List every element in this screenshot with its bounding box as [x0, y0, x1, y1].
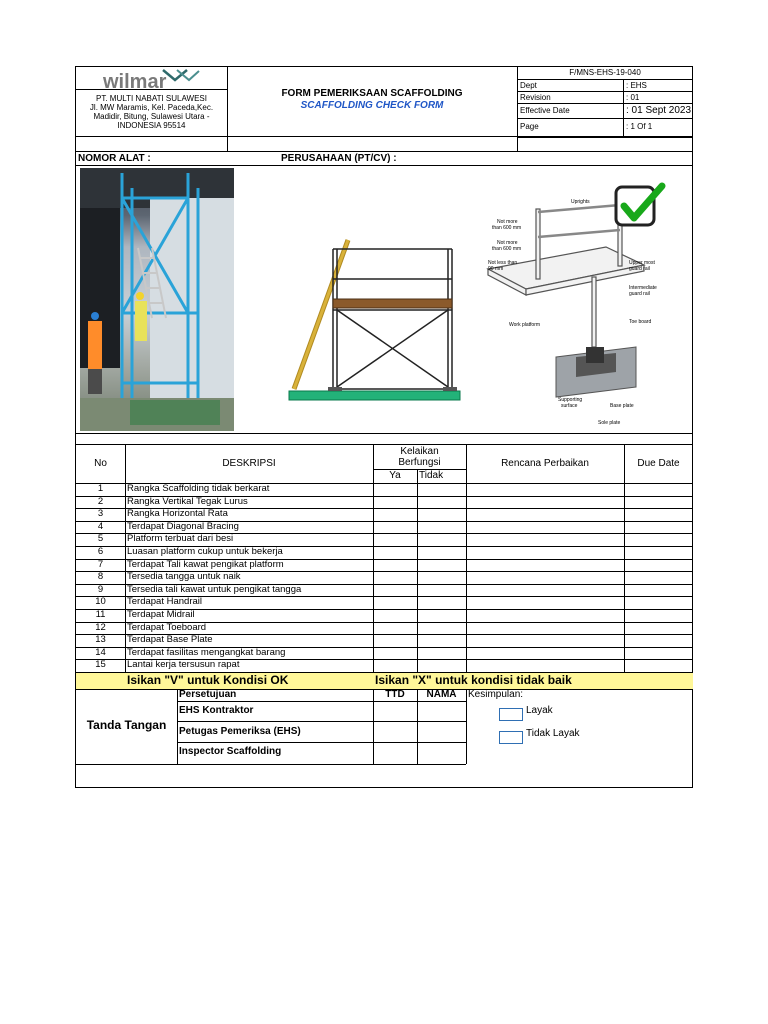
diagram-label-base-plate: Base plate: [610, 403, 634, 409]
tidak-layak-label: Tidak Layak: [526, 728, 580, 739]
table-row: [76, 533, 693, 546]
diagram-label-sole-plate: Sole plate: [598, 420, 621, 426]
ttd-label: TTD: [385, 689, 405, 700]
diagram-label-not-less: Not less than: [488, 260, 518, 266]
table-row: [76, 496, 693, 509]
persetujuan-label: Persetujuan: [179, 689, 237, 700]
row-rencana-cell[interactable]: [467, 659, 623, 672]
row-tidak-cell[interactable]: [418, 508, 465, 521]
company-logo: [101, 68, 201, 90]
col-header-deskripsi: DESKRIPSI: [222, 458, 276, 469]
table-row: [76, 483, 693, 496]
ttd-field-petugas-pemeriksa[interactable]: [374, 722, 416, 741]
row-tidak-cell[interactable]: [418, 609, 465, 622]
row-rencana-cell[interactable]: [467, 584, 623, 597]
row-number: 15: [95, 659, 106, 671]
row-ya-cell[interactable]: [374, 521, 416, 534]
row-ya-cell[interactable]: [374, 483, 416, 496]
row-tidak-cell[interactable]: [418, 546, 465, 559]
table-row: [76, 584, 693, 597]
table-row: [76, 634, 693, 647]
row-tidak-cell[interactable]: [418, 533, 465, 546]
row-number: 6: [97, 546, 104, 557]
photo-scaffold-illustration-icon: [80, 168, 234, 431]
row-description: Rangka Scaffolding tidak berkarat: [127, 483, 270, 494]
row-tidak-cell[interactable]: [418, 584, 465, 597]
table-row: [76, 521, 693, 534]
row-rencana-cell[interactable]: [467, 634, 623, 647]
row-tidak-cell[interactable]: [418, 496, 465, 509]
row-due-date-cell[interactable]: [625, 508, 692, 521]
col-header-ya: Ya: [389, 470, 401, 481]
row-rencana-cell[interactable]: [467, 571, 623, 584]
row-number: 11: [95, 609, 106, 620]
row-ya-cell[interactable]: [374, 571, 416, 584]
row-tidak-cell[interactable]: [418, 647, 465, 660]
row-number: 4: [97, 520, 104, 532]
company-name: PT. MULTI NABATI SULAWESI: [96, 94, 207, 103]
row-description: Terdapat Tali kawat pengikat platform: [127, 558, 284, 570]
form-title: FORM PEMERIKSAAN SCAFFOLDING: [281, 88, 463, 99]
row-rencana-cell[interactable]: [467, 546, 623, 559]
scaffolding-photo: [80, 168, 234, 431]
meta-page-label: Page: [520, 122, 539, 131]
table-row: [76, 659, 693, 672]
check-ok-icon: [614, 182, 666, 229]
row-due-date-cell[interactable]: [625, 647, 692, 660]
row-ya-cell[interactable]: [374, 508, 416, 521]
row-due-date-cell[interactable]: [625, 483, 692, 496]
table-row: [76, 622, 693, 635]
table-row: [76, 571, 693, 584]
row-due-date-cell[interactable]: [625, 634, 692, 647]
row-description: Terdapat fasilitas mengangkat barang: [127, 646, 286, 658]
row-tidak-cell[interactable]: [418, 483, 465, 496]
row-rencana-cell[interactable]: [467, 496, 623, 509]
meta-dept-label: Dept: [520, 81, 537, 90]
row-number: 12: [95, 621, 106, 633]
row-description: Terdapat Base Plate: [127, 634, 213, 646]
row-due-date-cell[interactable]: [625, 546, 692, 559]
logo-text: wilmar: [103, 71, 167, 90]
row-description: Terdapat Diagonal Bracing: [127, 520, 239, 532]
row-rencana-cell[interactable]: [467, 622, 623, 635]
row-ya-cell[interactable]: [374, 559, 416, 572]
row-due-date-cell[interactable]: [625, 496, 692, 509]
row-tidak-cell[interactable]: [418, 559, 465, 572]
row-tidak-cell[interactable]: [418, 521, 465, 534]
guardrail-diagram-icon: [486, 197, 646, 429]
scaffold-frame-icon: [286, 237, 461, 405]
row-due-date-cell[interactable]: [625, 596, 692, 609]
row-number: 3: [97, 508, 104, 520]
row-tidak-cell[interactable]: [418, 596, 465, 609]
row-rencana-cell[interactable]: [467, 647, 623, 660]
row-number: 1: [97, 483, 104, 494]
nomor-alat-label: NOMOR ALAT :: [78, 153, 151, 164]
table-row: [76, 647, 693, 660]
row-due-date-cell[interactable]: [625, 533, 692, 546]
role-petugas-pemeriksa: Petugas Pemeriksa (EHS): [179, 726, 301, 737]
meta-revision-label: Revision: [520, 93, 551, 102]
row-number: 8: [97, 571, 104, 583]
nama-field-petugas-pemeriksa[interactable]: [418, 722, 465, 741]
kesimpulan-label: Kesimpulan:: [468, 689, 524, 700]
table-row: [76, 609, 693, 622]
row-ya-cell[interactable]: [374, 496, 416, 509]
row-ya-cell[interactable]: [374, 609, 416, 622]
diagram-label-intermediate: Intermediate: [629, 285, 657, 291]
row-rencana-cell[interactable]: [467, 559, 623, 572]
meta-effective-date-label: Effective Date: [520, 106, 570, 115]
diagram-label-toe-board: Toe board: [629, 319, 652, 325]
row-description: Lantai kerja tersusun rapat: [127, 659, 240, 671]
company-address-1: Jl. MW Maramis, Kel. Paceda,Kec.: [89, 103, 214, 112]
row-number: 9: [97, 583, 104, 595]
table-row: [76, 596, 693, 609]
tanda-tangan-label: Tanda Tangan: [86, 718, 167, 732]
meta-effective-date-value: : 01 Sept 2023: [626, 105, 692, 116]
row-rencana-cell[interactable]: [467, 483, 623, 496]
row-ya-cell[interactable]: [374, 533, 416, 546]
diagram-label-not-less-b: 90 mm: [488, 266, 504, 272]
legend-ok: Isikan "V" untuk Kondisi OK: [127, 673, 289, 687]
row-tidak-cell[interactable]: [418, 622, 465, 635]
row-number: 2: [97, 495, 104, 507]
company-address-3: INDONESIA 95514: [117, 121, 186, 130]
form-subtitle: SCAFFOLDING CHECK FORM: [300, 100, 444, 111]
row-tidak-cell[interactable]: [418, 659, 465, 672]
ttd-field-inspector[interactable]: [374, 743, 416, 763]
diagram-label-supporting-b: surface: [561, 403, 578, 409]
row-ya-cell[interactable]: [374, 622, 416, 635]
diagram-label-not-more-1b: than 600 mm: [492, 225, 522, 231]
row-rencana-cell[interactable]: [467, 533, 623, 546]
role-ehs-kontraktor: EHS Kontraktor: [179, 705, 254, 716]
col-header-due-date: Due Date: [637, 458, 680, 469]
col-header-kelaikan-1: Kelaikan: [400, 446, 439, 457]
table-row: [76, 508, 693, 521]
diagram-label-not-more-2: Not more: [497, 240, 518, 246]
row-number: 14: [95, 646, 106, 658]
legend-bad: Isikan "X" untuk kondisi tidak baik: [375, 673, 572, 687]
diagram-label-not-more-1: Not more: [497, 219, 518, 225]
diagram-label-supporting: Supporting: [558, 397, 583, 403]
row-description: Luasan platform cukup untuk bekerja: [127, 546, 283, 557]
row-description: Terdapat Midrail: [127, 609, 195, 620]
nama-field-ehs-kontraktor[interactable]: [418, 702, 465, 720]
row-description: Rangka Horizontal Rata: [127, 508, 228, 520]
row-due-date-cell[interactable]: [625, 659, 692, 672]
meta-dept-value: : EHS: [626, 81, 647, 90]
row-due-date-cell[interactable]: [625, 521, 692, 534]
row-ya-cell[interactable]: [374, 647, 416, 660]
row-description: Platform terbuat dari besi: [127, 533, 234, 545]
row-description: Tersedia tangga untuk naik: [127, 571, 241, 583]
diagram-label-work-platform: Work platform: [509, 322, 541, 328]
green-check-icon: [614, 182, 666, 229]
diagram-label-upper-rail-b: guard rail: [629, 266, 650, 272]
row-number: 7: [97, 558, 104, 570]
col-header-rencana: Rencana Perbaikan: [501, 458, 589, 469]
row-due-date-cell[interactable]: [625, 571, 692, 584]
row-due-date-cell[interactable]: [625, 559, 692, 572]
row-number: 13: [95, 634, 106, 646]
row-ya-cell[interactable]: [374, 584, 416, 597]
tidak-layak-checkbox[interactable]: [499, 731, 523, 744]
col-header-no: No: [94, 458, 107, 469]
row-description: Rangka Vertikal Tegak Lurus: [127, 495, 248, 507]
row-ya-cell[interactable]: [374, 634, 416, 647]
nama-field-inspector[interactable]: [418, 743, 465, 763]
row-rencana-cell[interactable]: [467, 521, 623, 534]
row-ya-cell[interactable]: [374, 596, 416, 609]
row-ya-cell[interactable]: [374, 546, 416, 559]
meta-revision-value: : 01: [626, 93, 640, 102]
diagram-label-uprights: Uprights: [571, 199, 590, 205]
row-due-date-cell[interactable]: [625, 622, 692, 635]
row-tidak-cell[interactable]: [418, 634, 465, 647]
row-due-date-cell[interactable]: [625, 584, 692, 597]
diagram-label-intermediate-b: guard rail: [629, 291, 650, 297]
col-header-tidak: Tidak: [419, 470, 444, 481]
guardrail-diagram: [486, 197, 646, 429]
diagram-label-upper-rail: Upper most: [629, 260, 655, 266]
role-inspector-scaffolding: Inspector Scaffolding: [179, 746, 282, 757]
scaffolding-check-form: [75, 66, 693, 788]
layak-checkbox[interactable]: [499, 708, 523, 721]
col-header-kelaikan-2: Berfungsi: [398, 457, 441, 468]
table-row: [76, 559, 693, 572]
row-number: 5: [97, 533, 104, 545]
diagram-label-not-more-2b: than 600 mm: [492, 246, 522, 252]
row-rencana-cell[interactable]: [467, 609, 623, 622]
layak-label: Layak: [526, 705, 553, 716]
ttd-field-ehs-kontraktor[interactable]: [374, 702, 416, 720]
row-description: Terdapat Handrail: [127, 596, 202, 608]
wilmar-logo-icon: [101, 68, 201, 90]
company-address-2: Madidir, Bitung, Sulawesi Utara -: [93, 112, 210, 121]
row-rencana-cell[interactable]: [467, 508, 623, 521]
row-number: 10: [95, 596, 106, 608]
document-code: F/MNS-EHS-19-040: [569, 68, 641, 77]
scaffold-frame-drawing: [286, 237, 461, 405]
row-description: Terdapat Toeboard: [127, 621, 207, 633]
row-description: Tersedia tali kawat untuk pengikat tangga: [127, 583, 302, 595]
meta-page-value: : 1 Of 1: [626, 122, 653, 131]
table-row: [76, 546, 693, 559]
row-rencana-cell[interactable]: [467, 596, 623, 609]
row-due-date-cell[interactable]: [625, 609, 692, 622]
nama-label: NAMA: [426, 689, 457, 700]
row-ya-cell[interactable]: [374, 659, 416, 672]
row-tidak-cell[interactable]: [418, 571, 465, 584]
perusahaan-label: PERUSAHAAN (PT/CV) :: [281, 153, 397, 164]
